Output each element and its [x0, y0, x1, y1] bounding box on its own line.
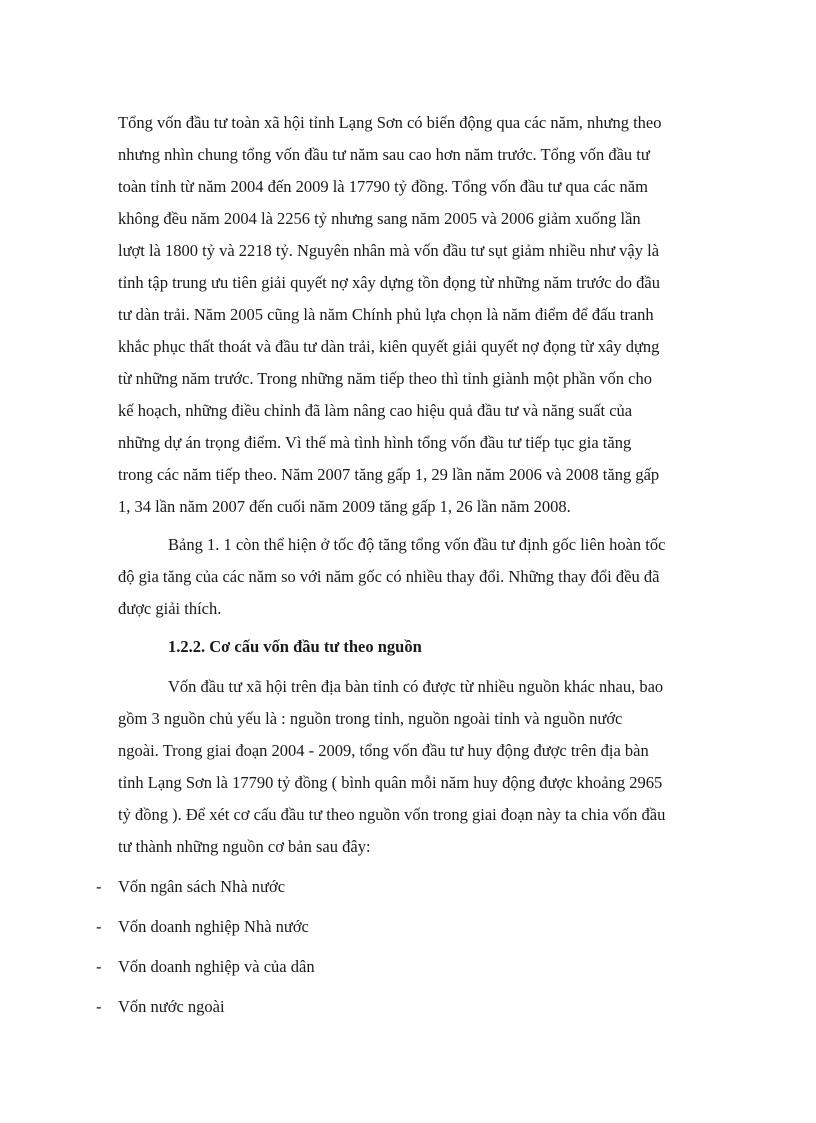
text-line: ngoài. Trong giai đoạn 2004 - 2009, tổng vốn đầu tư huy động được trên địa bàn	[118, 741, 649, 760]
bullet-dash: -	[96, 877, 102, 896]
text-line: tỉnh tập trung ưu tiên giải quyết nợ xây dựng tồn đọng từ những năm trước do đầu	[118, 273, 660, 292]
text-line: Tổng vốn đầu tư toàn xã hội tỉnh Lạng Sơn có biến động qua các năm, nhưng theo	[118, 113, 662, 132]
text-line: từ những năm trước. Trong những năm tiếp theo thì tỉnh giành một phần vốn cho	[118, 369, 652, 388]
bullet-dash: -	[96, 917, 102, 936]
text-line: lượt là 1800 tỷ và 2218 tỷ. Nguyên nhân mà vốn đầu tư sụt giảm nhiều như vậy là	[118, 241, 660, 260]
list-item-label: Vốn nước ngoài	[118, 997, 225, 1016]
text-line: toàn tỉnh từ năm 2004 đến 2009 là 17790 tỷ đồng. Tổng vốn đầu tư qua các năm	[118, 177, 648, 196]
list-item	[96, 997, 225, 1017]
text-line: khắc phục thất thoát và đầu tư dàn trải, kiên quyết giải quyết nợ đọng từ xây dựng	[118, 337, 660, 356]
list-item-label: Vốn doanh nghiệp và của dân	[118, 957, 315, 976]
text-line: Vốn đầu tư xã hội trên địa bàn tỉnh có được từ nhiều nguồn khác nhau, bao	[168, 677, 664, 696]
text-line: tỉnh Lạng Sơn là 17790 tỷ đồng ( bình quân mỗi năm huy động được khoảng 2965	[118, 773, 663, 792]
bullet-dash: -	[96, 957, 102, 976]
text-line: 1, 34 lần năm 2007 đến cuối năm 2009 tăng gấp 1, 26 lần năm 2008.	[118, 497, 571, 516]
text-line: tỷ đồng ). Để xét cơ cấu đầu tư theo nguồn vốn trong giai đoạn này ta chia vốn đầu	[118, 805, 666, 824]
list-item	[96, 917, 309, 937]
list-item-label: Vốn ngân sách Nhà nước	[118, 877, 286, 896]
text-line: gồm 3 nguồn chủ yếu là : nguồn trong tỉnh, nguồn ngoài tỉnh và nguồn nước	[118, 709, 623, 728]
text-line: tư dàn trải. Năm 2005 cũng là năm Chính phủ lựa chọn là năm điểm để đấu tranh	[118, 305, 654, 324]
text-line: trong các năm tiếp theo. Năm 2007 tăng gấp 1, 29 lần năm 2006 và 2008 tăng gấp	[118, 465, 660, 484]
text-line: những dự án trọng điểm. Vì thế mà tình hình tổng vốn đầu tư tiếp tục gia tăng	[118, 433, 632, 452]
text-line: độ gia tăng của các năm so với năm gốc có nhiều thay đổi. Những thay đổi đều đã	[118, 567, 660, 586]
text-line: kế hoạch, những điều chỉnh đã làm nâng cao hiệu quả đầu tư và năng suất của	[118, 401, 633, 420]
text-line: Bảng 1. 1 còn thể hiện ở tốc độ tăng tổng vốn đầu tư định gốc liên hoàn tốc	[168, 535, 666, 554]
text-line: không đều năm 2004 là 2256 tỷ nhưng sang năm 2005 và 2006 giảm xuống lần	[118, 209, 641, 228]
text-line: được giải thích.	[118, 599, 222, 618]
text-line: nhưng nhìn chung tổng vốn đầu tư năm sau cao hơn năm trước. Tổng vốn đầu tư	[118, 145, 650, 164]
bullet-dash: -	[96, 997, 102, 1016]
list-item	[96, 957, 315, 977]
list-item-label: Vốn doanh nghiệp Nhà nước	[118, 917, 309, 936]
text-line: tư thành những nguồn cơ bản sau đây:	[118, 837, 371, 856]
section-heading: 1.2.2. Cơ cấu vốn đầu tư theo nguồn	[168, 637, 422, 656]
list-item	[96, 877, 285, 897]
